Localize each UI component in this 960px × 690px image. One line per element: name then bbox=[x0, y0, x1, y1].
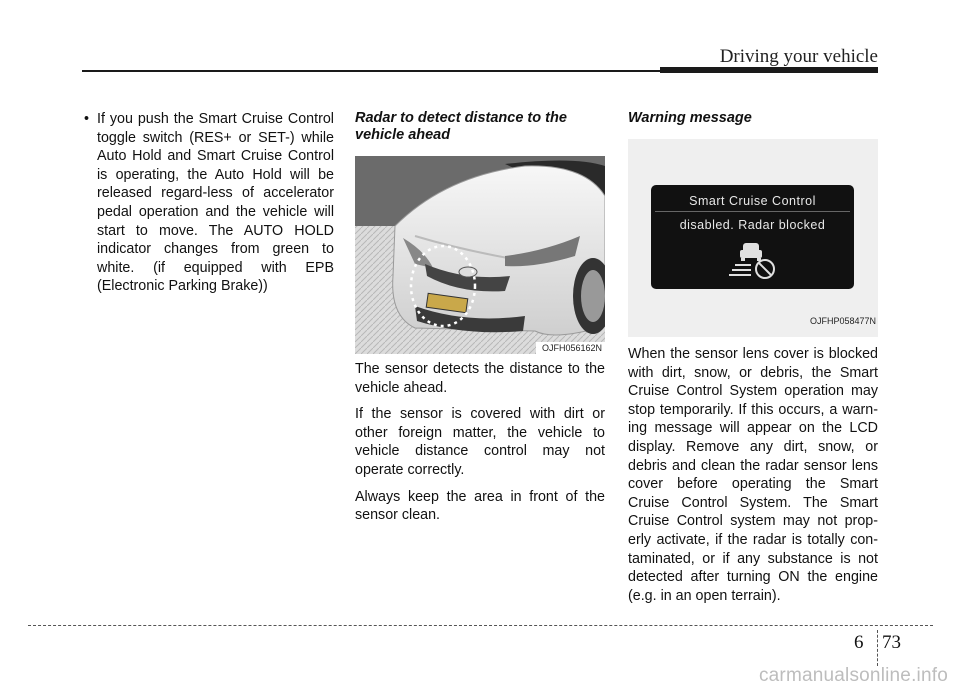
watermark: carmanualsonline.info bbox=[758, 665, 948, 686]
paragraph: Always keep the area in front of the sensor clean. bbox=[355, 488, 605, 524]
bullet-item bbox=[82, 110, 334, 296]
figure-code: OJFH056162N bbox=[536, 342, 605, 354]
warning-display-figure bbox=[628, 139, 878, 337]
car-radar-figure bbox=[355, 156, 605, 354]
header-rule bbox=[82, 70, 660, 72]
warning-heading: Warning message bbox=[628, 110, 752, 126]
paragraph: The sensor detects the distance to the vehicle ahead. bbox=[355, 361, 605, 396]
paragraph: If the sensor is covered with dirt or other foreign matter, the vehicle to vehicle distance control may not operate correctly. bbox=[355, 406, 605, 478]
header-rule-accent bbox=[660, 67, 878, 73]
lcd-separator bbox=[655, 211, 850, 212]
footer-rule bbox=[28, 625, 933, 626]
paragraph: When the sensor lens cover is blocked with dirt, snow, or debris, the Smart Cruise Control System operation may stop temporarily. If this occurs, a warn-ing message will appear on the LCD display. Remove any dirt, snow, or debris and clean the radar sensor lens cover before operating the Smart Cruise Control System. The Smart Cruise Control system may not prop-erly activate, if the radar is totally con-taminated, or if any substance is not detected after turning ON the engine (e.g. in an open terrain). bbox=[628, 346, 878, 604]
column-middle bbox=[355, 110, 605, 533]
figure-code: OJFHP058477N bbox=[809, 316, 876, 327]
footer-divider bbox=[877, 630, 878, 666]
chapter-number: 6 bbox=[854, 632, 864, 653]
car-front-illustration bbox=[355, 156, 605, 354]
lcd-message-line1: Smart Cruise Control bbox=[689, 194, 816, 208]
column-right bbox=[628, 110, 878, 613]
column-left bbox=[82, 110, 334, 296]
lcd-message-line2: disabled. Radar blocked bbox=[679, 218, 826, 232]
bullet-text: If you push the Smart Cruise Control toggle switch (RES+ or SET-) while Auto Hold and Smart Cruise Control is operating, the Auto Hold will be released regard-less of accelerator pedal operation and the vehicle will start to move. The AUTO HOLD indicator changes from green to white. (if equipped with EPB (Electronic Parking Brake)) bbox=[97, 111, 334, 295]
section-title: Driving your vehicle bbox=[719, 46, 878, 67]
bullet-dot: • bbox=[84, 111, 90, 127]
lcd-display bbox=[651, 185, 854, 289]
radar-blocked-icon bbox=[729, 239, 799, 279]
radar-heading: Radar to detect distance to the vehicle ahead bbox=[355, 110, 567, 143]
page-number: 73 bbox=[882, 632, 901, 653]
